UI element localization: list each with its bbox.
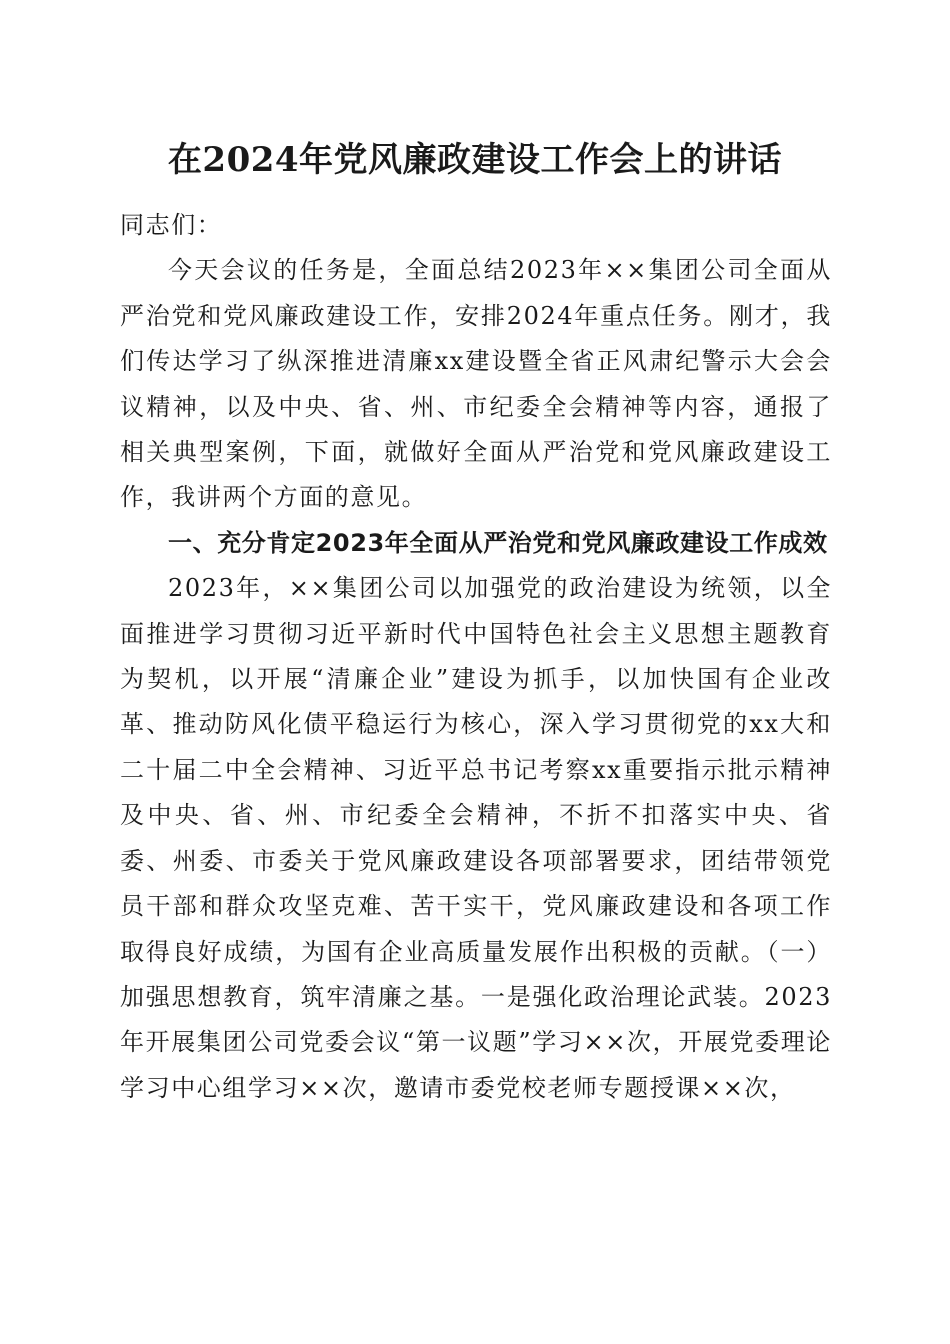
intro-paragraph: 今天会议的任务是，全面总结2023年××集团公司全面从严治党和党风廉政建设工作，安排2024年重点任务。刚才，我们传达学习了纵深推进清廉xx建设暨全省正风肃纪警示大会会议精神，以及中央、省、州、市纪委全会精神等内容，通报了相关典型案例，下面，就做好全面从严治党和党风廉政建设工作，我讲两个方面的意见。 <box>120 256 832 512</box>
section-one-heading: 一、充分肯定2023年全面从严治党和党风廉政建设工作成效 <box>168 528 828 557</box>
document-body <box>120 203 832 1111</box>
salutation: 同志们： <box>120 211 223 239</box>
document-title: 在2024年党风廉政建设工作会上的讲话 <box>167 140 783 180</box>
section-one-paragraph: 2023年，××集团公司以加强党的政治建设为统领，以全面推进学习贯彻习近平新时代中国特色社会主义思想主题教育为契机，以开展“清廉企业”建设为抓手，以加快国有企业改革、推动防风化债平稳运行为核心，深入学习贯彻党的xx大和二十届二中全会精神、习近平总书记考察xx重要指示批示精神及中央、省、州、市纪委全会精神，不折不扣落实中央、省委、州委、市委关于党风廉政建设各项部署要求，团结带领党员干部和群众攻坚克难、苦干实干，党风廉政建设和各项工作取得良好成绩，为国有企业高质量发展作出积极的贡献。（一）加强思想教育，筑牢清廉之基。一是强化政治理论武装。2023年开展集团公司党委会议“第一议题”学习××次，开展党委理论学习中心组学习××次，邀请市委党校老师专题授课××次， <box>120 574 832 1102</box>
